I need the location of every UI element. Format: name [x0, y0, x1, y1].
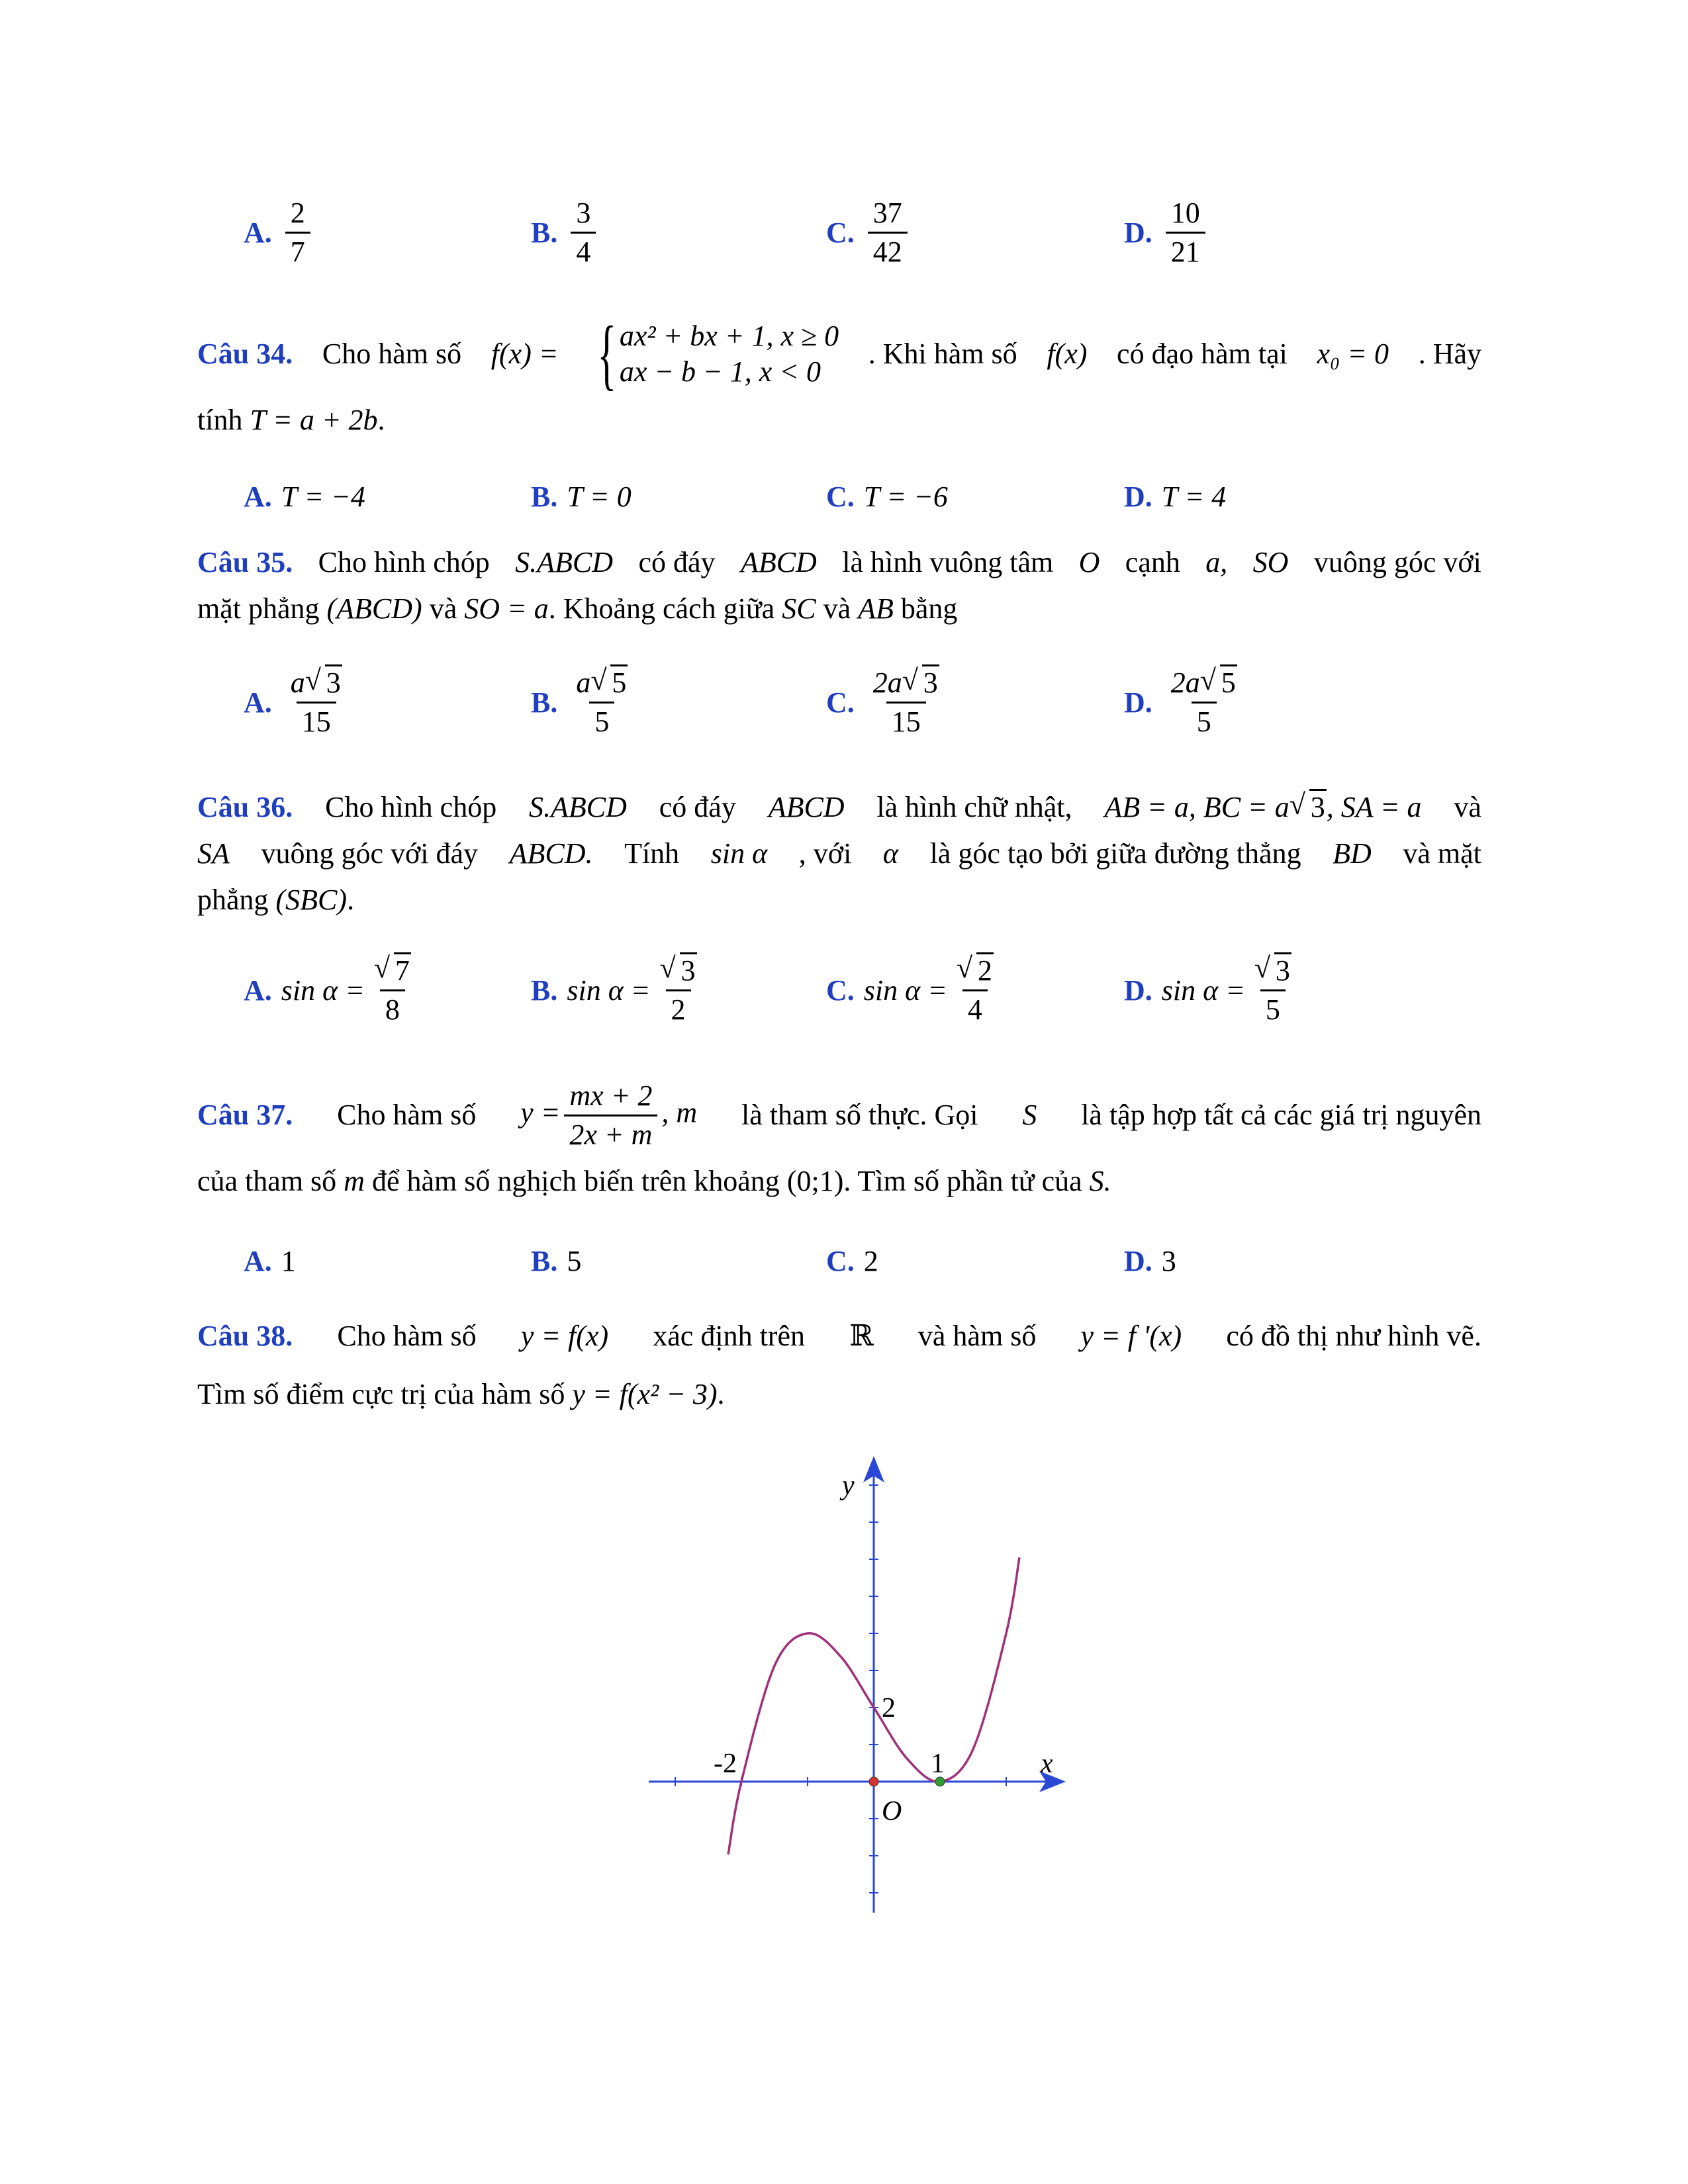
fraction [285, 199, 310, 267]
q35-text: cạnh [1125, 546, 1180, 578]
q35-text: là hình vuông tâm [842, 546, 1054, 578]
q35-line-1 [197, 539, 1481, 586]
q36-line-2 [197, 831, 1481, 877]
denominator: 7 [285, 232, 310, 267]
option-label: D. [1124, 216, 1152, 249]
q35-text: vuông góc với [1313, 546, 1481, 578]
segment-BD: BD [1333, 837, 1372, 870]
sqrt [1289, 784, 1327, 831]
option-label: B. [531, 974, 558, 1007]
q37-text: là tham số thực. Gọi [741, 1099, 978, 1131]
q35-option-c[interactable] [826, 668, 949, 737]
fraction [1249, 956, 1297, 1024]
q38-text: . [717, 1378, 725, 1410]
option-label: B. [531, 216, 558, 249]
plane-name: (SBC) [275, 884, 348, 916]
question-34 [197, 311, 1481, 443]
fraction [369, 956, 416, 1024]
q34-text: . Hãy [1418, 338, 1481, 370]
fraction [951, 956, 999, 1024]
radicand: 3 [1274, 952, 1291, 987]
denominator: 4 [962, 989, 988, 1024]
coefficient: a [576, 666, 591, 699]
sqrt [305, 668, 342, 698]
option-label: C. [826, 1245, 855, 1277]
option-label: D. [1124, 1245, 1152, 1277]
question-number: Câu 37. [197, 1099, 293, 1131]
q35-text: và [823, 592, 851, 625]
q34-line-1 [197, 311, 1481, 397]
denominator: 15 [297, 702, 336, 737]
conditions [1104, 784, 1421, 831]
option-label: B. [531, 686, 558, 719]
q36-option-a[interactable] [244, 956, 420, 1024]
q35-text: . Khoảng cách giữa [548, 592, 775, 625]
base-name: ABCD [740, 546, 817, 578]
numerator: 10 [1170, 197, 1200, 229]
fraction [571, 668, 633, 737]
data-point [869, 1777, 878, 1786]
numerator [868, 668, 945, 702]
denominator: 42 [868, 232, 908, 267]
function-name: f(x) = [491, 338, 559, 370]
set-S: S. [1089, 1165, 1111, 1197]
question-36 [197, 784, 1481, 923]
x-axis-label: x [1041, 1749, 1053, 1779]
numerator: 3 [576, 197, 591, 229]
option-value: 1 [281, 1245, 296, 1277]
edge-name: a, [1205, 546, 1228, 578]
denominator: 5 [589, 702, 614, 737]
condition-text: AB = a, BC = a [1104, 791, 1289, 823]
q36-text: . [347, 884, 355, 916]
q33-option-c[interactable] [826, 199, 912, 267]
param-m: m [344, 1165, 365, 1197]
option-label: B. [531, 480, 558, 513]
option-value: 2 [863, 1245, 878, 1277]
q34-text: . Khi hàm số [868, 338, 1017, 370]
question-number: Câu 34. [197, 338, 293, 370]
option-label: D. [1124, 974, 1152, 1007]
q38-line-1 [197, 1307, 1481, 1365]
q36-text: có đáy [659, 791, 736, 823]
q36-text: Cho hình chóp [325, 791, 497, 823]
radicand: 5 [610, 664, 628, 699]
fraction [655, 956, 702, 1024]
q38-text: xác định trên [653, 1320, 805, 1352]
radicand: 7 [394, 952, 411, 987]
derivative-graph [629, 1443, 1079, 1919]
fraction [868, 199, 908, 267]
denominator: 21 [1166, 232, 1205, 267]
sqrt [374, 956, 411, 985]
set-S: S [1022, 1099, 1037, 1131]
q37-text: để hàm số nghịch biến trên khoảng [371, 1165, 780, 1197]
denominator: 2x + m [564, 1115, 657, 1150]
q34-option-b[interactable] [531, 480, 632, 514]
q36-option-c[interactable] [826, 956, 1003, 1024]
option-label: A. [244, 686, 272, 719]
q34-text: có đạo hàm tại [1117, 338, 1288, 370]
q38-line-2 [197, 1365, 1481, 1424]
option-label: A. [244, 480, 272, 513]
option-value: T = −6 [863, 480, 948, 513]
segment-AB: AB [858, 592, 894, 625]
q37-text: là tập hợp tất cả các giá trị nguyên [1081, 1099, 1481, 1131]
equation: SO = a [464, 592, 549, 625]
case-1: ax² + bx + 1, x ≥ 0 [619, 320, 839, 352]
sqrt [1200, 668, 1237, 698]
x-tick-label: 1 [931, 1749, 945, 1779]
q35-line-2 [197, 586, 1481, 632]
sqrt [902, 668, 939, 698]
q37-option-b[interactable] [531, 1244, 581, 1278]
composite-function: y = f(x² − 3) [572, 1378, 718, 1410]
sin-alpha: sin α = [863, 974, 947, 1007]
denominator: 5 [1192, 702, 1217, 737]
q36-text: là hình chữ nhật, [876, 791, 1072, 823]
q37-text: . Tìm số phần tử của [843, 1165, 1082, 1197]
option-label: B. [531, 1245, 558, 1277]
radicand: 3 [1309, 789, 1327, 823]
option-label: C. [826, 686, 855, 719]
cases [620, 318, 839, 390]
option-label: A. [244, 216, 272, 249]
q33-option-d[interactable] [1124, 199, 1209, 267]
sin-alpha: sin α = [281, 974, 365, 1007]
option-label: C. [826, 974, 855, 1007]
denominator: 8 [380, 989, 405, 1024]
q36-text: vuông góc với đáy [261, 837, 479, 870]
q36-line-1 [197, 784, 1481, 831]
y-axis-label: y [842, 1471, 855, 1501]
y-tick-label: 2 [882, 1693, 896, 1723]
q34-option-d[interactable] [1124, 480, 1226, 514]
q36-option-b[interactable] [531, 956, 706, 1024]
pyramid-name: S.ABCD [515, 546, 614, 578]
sqrt [957, 956, 994, 985]
q37-text: Cho hàm số [337, 1099, 477, 1131]
q35-text: Cho hình chóp [318, 546, 490, 578]
q35-option-a[interactable] [244, 668, 352, 737]
option-value: 3 [1161, 1245, 1176, 1277]
q36-text: và [1454, 791, 1481, 823]
option-value: T = 0 [567, 480, 632, 513]
q34-text: tính [197, 404, 243, 436]
q34-option-c[interactable] [826, 480, 948, 514]
option-value: T = −4 [281, 480, 365, 513]
axes [649, 1456, 1066, 1913]
coefficient: 2a [872, 666, 902, 699]
radicand: 3 [922, 664, 939, 699]
sqrt [590, 668, 628, 698]
y-equals: y = [520, 1096, 561, 1129]
pyramid-name: S.ABCD [529, 791, 627, 823]
brace-icon: { [597, 310, 617, 398]
q37-line-2 [197, 1158, 1481, 1205]
question-38 [197, 1307, 1481, 1424]
q37-line-1 [197, 1072, 1481, 1158]
base-name: ABCD [768, 791, 845, 823]
function-derivative: y = f '(x) [1080, 1320, 1182, 1352]
function-f: y = f(x) [520, 1320, 609, 1352]
question-number: Câu 38. [197, 1320, 293, 1352]
center-name: O [1078, 546, 1100, 578]
segment-SO: SO [1252, 546, 1289, 578]
numerator [285, 668, 348, 702]
function-ref: f(x) [1047, 338, 1088, 370]
q37-option-c[interactable] [826, 1244, 878, 1278]
q33-option-b[interactable] [531, 199, 600, 267]
option-label: D. [1124, 480, 1152, 513]
x-tick-label: -2 [714, 1749, 737, 1779]
q34-options [244, 480, 1501, 520]
q36-line-3 [197, 877, 1481, 923]
q38-text: Tìm số điểm cực trị của hàm số [197, 1378, 565, 1410]
option-value: T = 4 [1161, 480, 1227, 513]
q36-text: Tính [624, 837, 680, 870]
q34-line-2 [197, 397, 1481, 443]
q36-text: là góc tạo bởi giữa đường thẳng [929, 837, 1301, 870]
plane-name: (ABCD) [326, 592, 422, 625]
q35-text: mặt phẳng [197, 592, 320, 625]
fraction [1166, 668, 1243, 737]
expression-T: T = a + 2b [250, 404, 378, 436]
q36-text: phẳng [197, 884, 269, 916]
origin-label: O [882, 1796, 902, 1827]
q36-options [244, 956, 1501, 1049]
q35-text: bằng [900, 592, 958, 625]
axis-ticks [675, 1485, 1006, 1893]
q34-text: . [377, 404, 385, 436]
denominator: 15 [886, 702, 926, 737]
alpha: α [882, 837, 898, 870]
coefficient: 2a [1170, 666, 1200, 699]
coefficient: a [290, 666, 305, 699]
fraction [285, 668, 348, 737]
q34-option-a[interactable] [244, 480, 365, 514]
radicand: 5 [1220, 664, 1237, 699]
q34-text: Cho hàm số [322, 338, 462, 370]
sqrt [660, 956, 697, 985]
numerator: mx + 2 [569, 1079, 653, 1112]
numerator [369, 956, 416, 989]
q35-text: có đáy [638, 546, 716, 578]
numerator [1249, 956, 1297, 989]
question-37 [197, 1072, 1481, 1205]
option-label: A. [244, 1245, 272, 1277]
numerator [571, 668, 633, 702]
numerator [951, 956, 999, 989]
option-value: 5 [567, 1245, 582, 1277]
numerator: 2 [290, 197, 305, 229]
q35-text: và [429, 592, 457, 625]
radicand: 2 [976, 952, 994, 987]
sin-alpha: sin α = [1161, 974, 1245, 1007]
q38-text: Cho hàm số [337, 1320, 477, 1352]
option-label: D. [1124, 686, 1152, 719]
denominator: 2 [666, 989, 691, 1024]
real-numbers-set: ℝ [849, 1320, 874, 1352]
segment-SA: SA [197, 837, 230, 870]
sin-alpha: sin α = [567, 974, 651, 1007]
numerator: 37 [872, 197, 902, 229]
function-expression [520, 1081, 697, 1150]
q37-option-d[interactable] [1124, 1244, 1176, 1278]
interval: (0;1) [786, 1165, 844, 1197]
radicand: 3 [325, 664, 342, 699]
fraction [868, 668, 945, 737]
piecewise-system [588, 310, 839, 398]
denominator: 4 [571, 232, 596, 267]
segment-SC: SC [782, 592, 816, 625]
q35-options [244, 668, 1501, 754]
numerator [655, 956, 702, 989]
q38-text: và hàm số [917, 1320, 1037, 1352]
q33-options [244, 199, 1501, 285]
case-2: ax − b − 1, x < 0 [619, 355, 821, 388]
option-label: C. [826, 216, 855, 249]
fraction [564, 1081, 657, 1150]
condition-text: , SA = a [1326, 791, 1422, 823]
q37-text: của tham số [197, 1165, 337, 1197]
sin-alpha: sin α [710, 837, 768, 870]
fraction [1166, 199, 1205, 267]
q38-text: có đồ thị như hình vẽ. [1226, 1320, 1481, 1352]
option-label: C. [826, 480, 855, 513]
q35-option-b[interactable] [531, 668, 637, 737]
question-number: Câu 35. [197, 546, 293, 578]
option-label: A. [244, 974, 272, 1007]
fraction [571, 199, 596, 267]
numerator [1166, 668, 1243, 702]
denominator: 5 [1260, 989, 1286, 1024]
q36-text: , với [798, 837, 852, 870]
q36-option-d[interactable] [1124, 956, 1301, 1024]
q37-option-a[interactable] [244, 1244, 296, 1278]
question-35 [197, 539, 1481, 632]
base-name: ABCD. [509, 837, 593, 870]
radicand: 3 [680, 952, 697, 987]
q37-options [244, 1244, 1501, 1284]
point-x0: x₀ = 0 [1317, 338, 1389, 370]
param-m: , m [661, 1096, 698, 1129]
question-number: Câu 36. [197, 791, 293, 823]
q36-text: và mặt [1403, 837, 1481, 870]
q35-option-d[interactable] [1124, 668, 1246, 737]
q33-option-a[interactable] [244, 199, 314, 267]
sqrt [1254, 956, 1291, 985]
